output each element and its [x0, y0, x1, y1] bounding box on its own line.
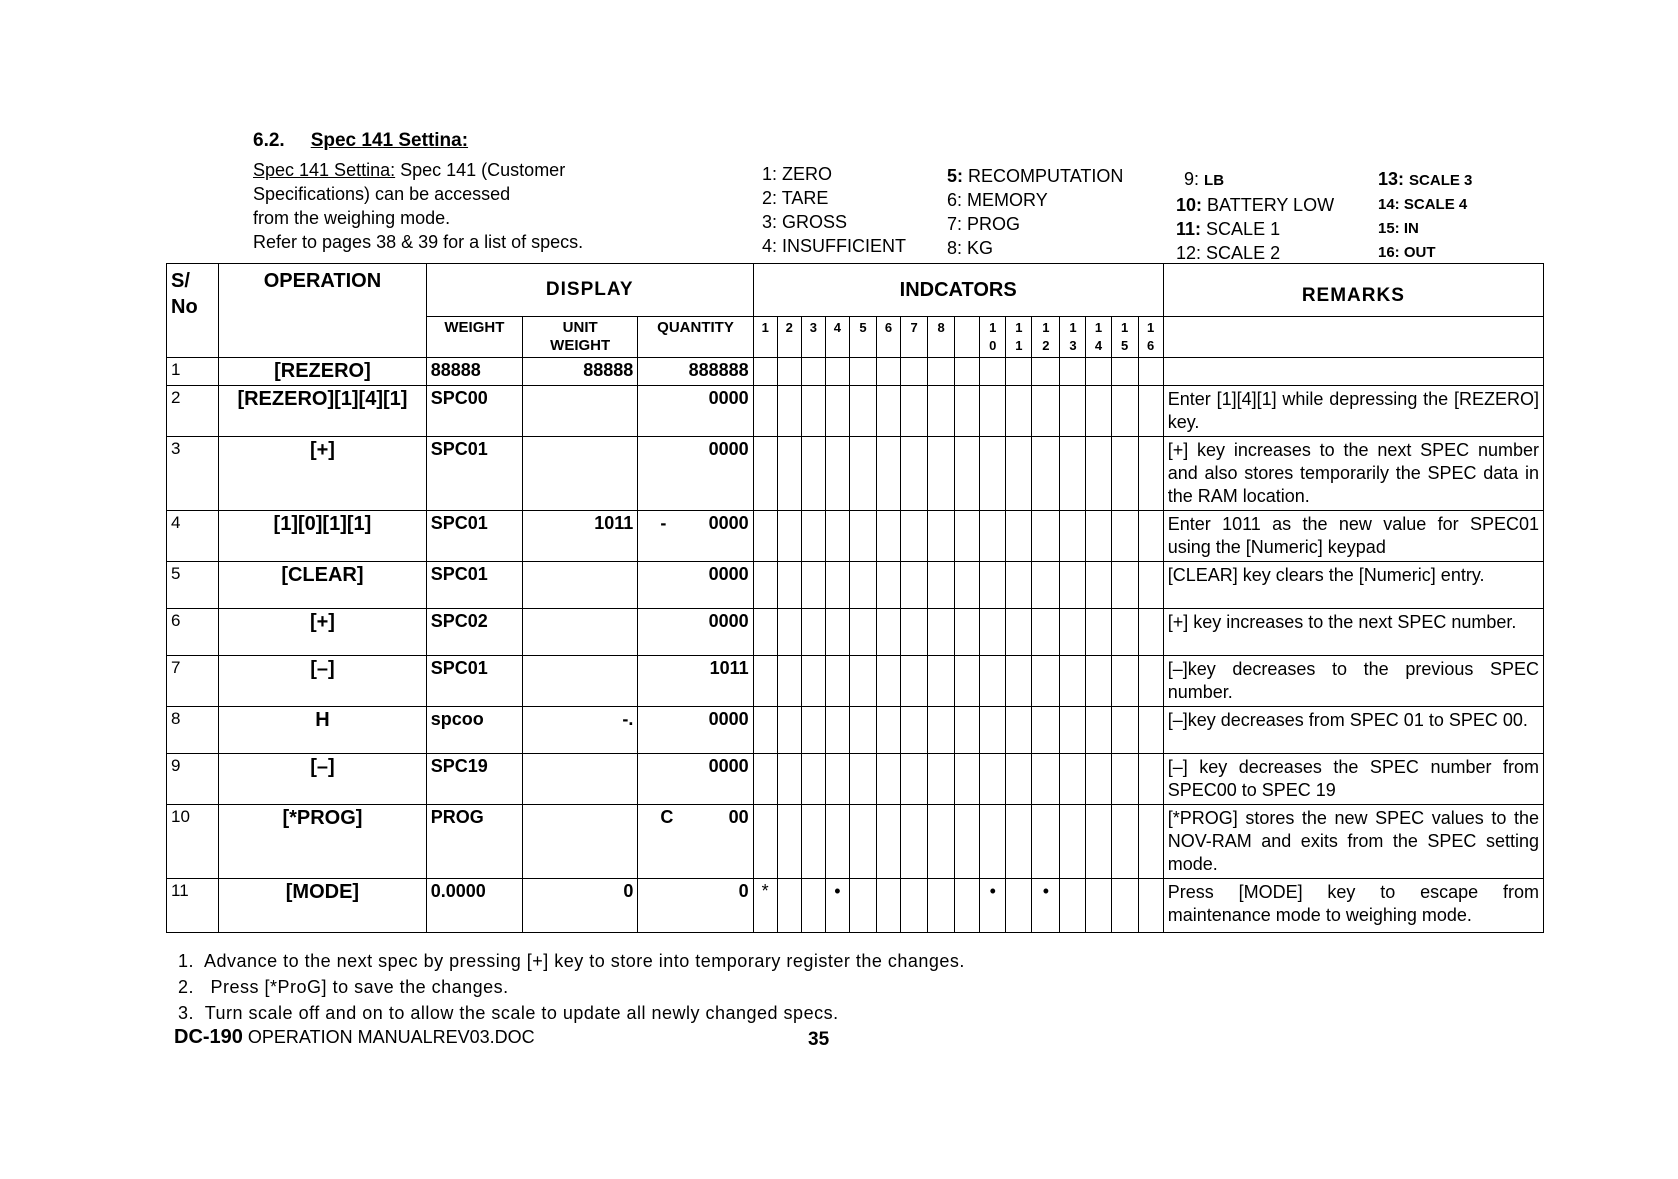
indicator-cell: [928, 358, 955, 386]
indicator-cell: [1006, 562, 1032, 609]
indicator-cell: [753, 707, 777, 754]
display-unit-weight: 1011: [523, 511, 638, 562]
indicator-cell: [1006, 386, 1032, 437]
indicator-number-header: 7: [901, 317, 928, 358]
row-number: 4: [167, 511, 219, 562]
indicator-cell: [1086, 805, 1111, 879]
indicator-cell: [1138, 879, 1163, 933]
indicator-cell: [980, 754, 1006, 805]
indicator-cell: [801, 879, 825, 933]
indicator-cell: [928, 437, 955, 511]
indicator-number-header: 1: [753, 317, 777, 358]
table-row: [167, 562, 1544, 609]
indicator-cell: [1086, 609, 1111, 656]
display-quantity: 0000: [638, 707, 753, 754]
indicator-cell: [777, 609, 801, 656]
indicator-cell: [1111, 358, 1138, 386]
indicator-cell: [1060, 754, 1086, 805]
indicator-cell: [1060, 562, 1086, 609]
section-number: 6.2.: [253, 130, 285, 151]
indicator-cell: [825, 437, 849, 511]
display-unit-weight: 0: [523, 879, 638, 933]
indicator-cell: [1111, 562, 1138, 609]
row-number: 5: [167, 562, 219, 609]
row-number: 6: [167, 609, 219, 656]
indicator-cell: [928, 562, 955, 609]
indicator-cell: [876, 386, 900, 437]
indicator-cell: [1006, 707, 1032, 754]
indicator-cell: [928, 707, 955, 754]
indicator-number-header: [955, 317, 980, 358]
display-unit-weight: 88888: [523, 358, 638, 386]
display-quantity: 0000: [638, 609, 753, 656]
indicator-cell: [1138, 437, 1163, 511]
indicator-cell: [1032, 656, 1060, 707]
spec-settings-table: [166, 263, 1544, 933]
indicator-number-header: 5: [849, 317, 876, 358]
indicator-cell: [928, 879, 955, 933]
indicator-cell: [825, 386, 849, 437]
indicator-cell: [1032, 386, 1060, 437]
display-weight: 88888: [426, 358, 522, 386]
indicator-cell: [1111, 609, 1138, 656]
indicator-cell: [901, 805, 928, 879]
indicator-cell: [1060, 656, 1086, 707]
indicator-cell: [849, 754, 876, 805]
row-number: 2: [167, 386, 219, 437]
indicator-cell: [901, 562, 928, 609]
indicator-cell: [1060, 386, 1086, 437]
row-number: 7: [167, 656, 219, 707]
indicator-cell: [801, 656, 825, 707]
indicator-cell: [901, 656, 928, 707]
table-row: [167, 609, 1544, 656]
remarks-cell: [–] key decreases the SPEC number from SPEC00 to SPEC 19: [1163, 754, 1543, 805]
indicator-cell: [849, 562, 876, 609]
indicator-cell: [825, 562, 849, 609]
quantity-header: QUANTITY: [638, 317, 753, 358]
display-unit-weight: [523, 656, 638, 707]
indicator-cell: [1006, 879, 1032, 933]
indicator-cell: [901, 707, 928, 754]
intro-line4: Refer to pages 38 & 39 for a list of specs.: [253, 232, 584, 252]
table-row: [167, 358, 1544, 386]
remarks-cell: [–]key decreases from SPEC 01 to SPEC 00.: [1163, 707, 1543, 754]
row-number: 9: [167, 754, 219, 805]
display-quantity: 0000: [638, 437, 753, 511]
operation-key: [+]: [219, 437, 427, 511]
operation-key: [+]: [219, 609, 427, 656]
indicator-cell: [955, 609, 980, 656]
indicator-cell: [777, 358, 801, 386]
display-weight: SPC01: [426, 656, 522, 707]
indicator-cell: [928, 805, 955, 879]
indicator-cell: [876, 358, 900, 386]
indicator-cell: [1060, 609, 1086, 656]
indicator-cell: [1138, 754, 1163, 805]
indicator-cell: [1086, 707, 1111, 754]
intro-lead: Spec 141 Settina:: [253, 160, 396, 180]
indicator-cell: [1111, 437, 1138, 511]
operation-key: [1][0][1][1]: [219, 511, 427, 562]
indicator-cell: [980, 562, 1006, 609]
indicator-cell: [777, 707, 801, 754]
indicator-cell: [825, 609, 849, 656]
row-number: 8: [167, 707, 219, 754]
indicator-cell: [955, 562, 980, 609]
indicator-cell: [753, 386, 777, 437]
display-weight: SPC01: [426, 562, 522, 609]
indicator-number-header: 1 3: [1060, 317, 1086, 358]
display-header: DISPLAY: [426, 264, 753, 317]
indicator-cell: [1111, 386, 1138, 437]
indicator-cell: [1138, 707, 1163, 754]
note-3: 3. Turn scale off and on to allow the scale to update all newly changed specs.: [178, 1003, 839, 1023]
indicator-cell: [955, 386, 980, 437]
indicator-cell: [849, 386, 876, 437]
indicator-cell: [801, 562, 825, 609]
indicator-cell: [928, 609, 955, 656]
table-row: [167, 805, 1544, 879]
operation-key: [REZERO]: [219, 358, 427, 386]
row-number: 10: [167, 805, 219, 879]
indicator-cell: [1060, 707, 1086, 754]
indicator-cell: [1111, 805, 1138, 879]
indicator-cell: [928, 511, 955, 562]
indicator-cell: [876, 707, 900, 754]
indicator-cell: [980, 609, 1006, 656]
indicator-cell: [955, 805, 980, 879]
indicator-cell: [955, 437, 980, 511]
indicator-cell: [876, 562, 900, 609]
indicator-cell: [901, 754, 928, 805]
indicator-cell: [1138, 805, 1163, 879]
display-weight: 0.0000: [426, 879, 522, 933]
indicator-cell: [753, 805, 777, 879]
indicator-cell: [876, 609, 900, 656]
indicator-cell: *: [753, 879, 777, 933]
remarks-cell: [–]key decreases to the previous SPEC number.: [1163, 656, 1543, 707]
indicator-cell: [801, 609, 825, 656]
remarks-cell: [+] key increases to the next SPEC number and also stores temporarily the SPEC data in the RAM location.: [1163, 437, 1543, 511]
sno-header: S/ No: [167, 264, 219, 358]
indicator-cell: [876, 805, 900, 879]
indicator-number-header: 1 6: [1138, 317, 1163, 358]
indicator-cell: [1086, 562, 1111, 609]
indicator-number-header: 1 4: [1086, 317, 1111, 358]
table-row: [167, 656, 1544, 707]
remarks-subheader: [1163, 317, 1543, 358]
indicator-cell: [876, 879, 900, 933]
footer-docname: DC-190 OPERATION MANUALREV03.DOC: [174, 1026, 535, 1048]
indicator-cell: [901, 358, 928, 386]
indicator-number-header: 1 0: [980, 317, 1006, 358]
remarks-cell: [CLEAR] key clears the [Numeric] entry.: [1163, 562, 1543, 609]
indicator-cell: [753, 511, 777, 562]
indicator-cell: [849, 805, 876, 879]
operation-key: [–]: [219, 656, 427, 707]
indicator-cell: [777, 386, 801, 437]
page-number: 35: [808, 1029, 830, 1050]
indicator-cell: [801, 707, 825, 754]
indicator-cell: [849, 879, 876, 933]
intro-paragraph: [253, 158, 583, 254]
table-row: [167, 511, 1544, 562]
indicator-cell: [1086, 386, 1111, 437]
indicator-cell: [876, 437, 900, 511]
display-unit-weight: [523, 562, 638, 609]
indicator-cell: [1006, 656, 1032, 707]
indicator-cell: [1006, 754, 1032, 805]
indicator-cell: •: [825, 879, 849, 933]
indicator-cell: [1111, 707, 1138, 754]
section-title: Spec 141 Settina:: [310, 130, 469, 151]
display-weight: SPC02: [426, 609, 522, 656]
indicator-cell: [1032, 437, 1060, 511]
indicator-cell: [928, 656, 955, 707]
display-weight: SPC01: [426, 437, 522, 511]
indicator-cell: [1138, 511, 1163, 562]
indicator-cell: [801, 358, 825, 386]
table-row: [167, 707, 1544, 754]
indicator-cell: [1032, 805, 1060, 879]
display-quantity: - 0000: [638, 511, 753, 562]
indicator-cell: [1111, 656, 1138, 707]
operation-key: [–]: [219, 754, 427, 805]
indicator-cell: [1086, 511, 1111, 562]
display-quantity: 0000: [638, 562, 753, 609]
indicator-cell: [849, 358, 876, 386]
weight-header: WEIGHT: [426, 317, 522, 358]
legend-col4: 13: SCALE 3 14: SCALE 4 15: IN 16: OUT: [1378, 169, 1473, 261]
indicator-cell: •: [980, 879, 1006, 933]
indicator-cell: [1060, 511, 1086, 562]
display-quantity: 0000: [638, 386, 753, 437]
indicator-cell: [1032, 562, 1060, 609]
indicator-cell: [825, 754, 849, 805]
indicator-cell: [1060, 879, 1086, 933]
indicator-cell: [753, 656, 777, 707]
display-unit-weight: [523, 754, 638, 805]
indicator-cell: [1138, 386, 1163, 437]
indicator-cell: [777, 805, 801, 879]
operation-key: [MODE]: [219, 879, 427, 933]
indicator-cell: [801, 805, 825, 879]
legend-col1: 1: ZERO 2: TARE 3: GROSS 4: INSUFFICIENT: [762, 164, 907, 256]
note-1: 1. Advance to the next spec by pressing [+] key to store into temporary register the changes.: [178, 951, 965, 971]
indicator-cell: [901, 511, 928, 562]
display-weight: SPC00: [426, 386, 522, 437]
indicator-cell: [980, 511, 1006, 562]
indicator-cell: [1006, 805, 1032, 879]
indicator-cell: [849, 707, 876, 754]
display-quantity: C 00: [638, 805, 753, 879]
indicator-cell: [1086, 437, 1111, 511]
indicator-cell: [777, 437, 801, 511]
display-quantity: 888888: [638, 358, 753, 386]
display-unit-weight: [523, 609, 638, 656]
indicator-cell: [777, 562, 801, 609]
legend-col2: 5: RECOMPUTATION 6: MEMORY 7: PROG 8: KG: [947, 166, 1124, 258]
display-weight: PROG: [426, 805, 522, 879]
indicator-cell: [849, 656, 876, 707]
indicator-number-header: 1 2: [1032, 317, 1060, 358]
indicator-cell: [1006, 511, 1032, 562]
indicator-cell: [1006, 609, 1032, 656]
operation-key: [*PROG]: [219, 805, 427, 879]
indicator-cell: [777, 754, 801, 805]
operation-key: H: [219, 707, 427, 754]
indicator-number-header: 4: [825, 317, 849, 358]
remarks-cell: Enter 1011 as the new value for SPEC01 using the [Numeric] keypad: [1163, 511, 1543, 562]
indicator-cell: [955, 707, 980, 754]
indicator-cell: [955, 358, 980, 386]
indicator-cell: [753, 358, 777, 386]
remarks-header: REMARKS: [1163, 264, 1543, 317]
indicator-cell: [1138, 358, 1163, 386]
indicator-cell: [753, 754, 777, 805]
indicator-cell: [1086, 358, 1111, 386]
indicator-cell: [825, 707, 849, 754]
indicator-cell: [901, 437, 928, 511]
indicator-cell: [801, 437, 825, 511]
row-number: 11: [167, 879, 219, 933]
remarks-cell: Press [MODE] key to escape from maintenance mode to weighing mode.: [1163, 879, 1543, 933]
intro-line2: Specifications) can be accessed: [253, 184, 511, 204]
indicator-cell: [901, 386, 928, 437]
indicator-cell: [980, 437, 1006, 511]
display-weight: SPC01: [426, 511, 522, 562]
indicator-cell: [1032, 609, 1060, 656]
indicator-cell: [980, 805, 1006, 879]
indicator-cell: [955, 879, 980, 933]
display-unit-weight: [523, 386, 638, 437]
indicator-cell: [849, 609, 876, 656]
display-weight: SPC19: [426, 754, 522, 805]
indicator-number-header: 8: [928, 317, 955, 358]
indicator-number-header: 3: [801, 317, 825, 358]
indicator-cell: [901, 879, 928, 933]
indicator-cell: [980, 656, 1006, 707]
indicator-cell: [777, 879, 801, 933]
indicator-cell: [876, 656, 900, 707]
display-weight: spcoo: [426, 707, 522, 754]
operation-key: [REZERO][1][4][1]: [219, 386, 427, 437]
indicator-cell: [1086, 754, 1111, 805]
display-quantity: 0: [638, 879, 753, 933]
indicator-cell: [980, 386, 1006, 437]
indicator-number-header: 1 1: [1006, 317, 1032, 358]
display-unit-weight: -.: [523, 707, 638, 754]
indicator-cell: [955, 656, 980, 707]
table-row: [167, 754, 1544, 805]
indicator-number-header: 6: [876, 317, 900, 358]
notes-list: [178, 948, 965, 1026]
indicator-cell: [825, 805, 849, 879]
indicator-cell: [876, 754, 900, 805]
indicator-cell: [1006, 358, 1032, 386]
remarks-cell: [*PROG] stores the new SPEC values to the NOV-RAM and exits from the SPEC setting mode.: [1163, 805, 1543, 879]
indicator-cell: [980, 707, 1006, 754]
unit-weight-header: UNIT WEIGHT: [523, 317, 638, 358]
indicator-cell: [955, 511, 980, 562]
indicator-cell: [801, 511, 825, 562]
indicator-cell: •: [1032, 879, 1060, 933]
indicator-cell: [825, 511, 849, 562]
indicator-cell: [825, 656, 849, 707]
indicator-cell: [849, 437, 876, 511]
display-quantity: 1011: [638, 656, 753, 707]
indicator-cell: [1111, 879, 1138, 933]
table-row: [167, 386, 1544, 437]
section-heading: [253, 130, 468, 152]
indicator-cell: [801, 754, 825, 805]
indicator-cell: [1086, 656, 1111, 707]
indicator-cell: [1111, 754, 1138, 805]
indicator-cell: [1060, 358, 1086, 386]
indicator-cell: [825, 358, 849, 386]
indicator-cell: [901, 609, 928, 656]
indicator-cell: [955, 754, 980, 805]
indicator-cell: [876, 511, 900, 562]
indicator-cell: [849, 511, 876, 562]
indicator-cell: [777, 511, 801, 562]
operation-key: [CLEAR]: [219, 562, 427, 609]
remarks-cell: Enter [1][4][1] while depressing the [REZERO] key.: [1163, 386, 1543, 437]
indicator-number-header: 1 5: [1111, 317, 1138, 358]
indicator-cell: [980, 358, 1006, 386]
display-unit-weight: [523, 437, 638, 511]
display-quantity: 0000: [638, 754, 753, 805]
row-number: 1: [167, 358, 219, 386]
note-2: 2. Press [*ProG] to save the changes.: [178, 977, 509, 997]
indicator-cell: [777, 656, 801, 707]
indicator-cell: [1138, 609, 1163, 656]
indicator-cell: [1086, 879, 1111, 933]
table-row: [167, 437, 1544, 511]
indicator-cell: [1138, 656, 1163, 707]
indicator-cell: [753, 609, 777, 656]
indicator-cell: [1006, 437, 1032, 511]
table-row: [167, 879, 1544, 933]
remarks-cell: [+] key increases to the next SPEC number.: [1163, 609, 1543, 656]
indicator-cell: [1060, 437, 1086, 511]
indicator-cell: [753, 562, 777, 609]
remarks-cell: [1163, 358, 1543, 386]
intro-line1: Spec 141 (Customer: [395, 160, 566, 180]
indicator-cell: [1032, 754, 1060, 805]
display-unit-weight: [523, 805, 638, 879]
indicator-cell: [801, 386, 825, 437]
indicator-cell: [928, 386, 955, 437]
indicators-header: INDCATORS: [753, 264, 1163, 317]
indicator-cell: [1032, 707, 1060, 754]
indicator-cell: [1060, 805, 1086, 879]
intro-line3: from the weighing mode.: [253, 208, 451, 228]
indicator-cell: [753, 437, 777, 511]
indicator-cell: [1111, 511, 1138, 562]
indicator-cell: [1032, 511, 1060, 562]
legend-col3: 9: LB 10: BATTERY LOW 11: SCALE 1 12: SCALE 2: [1176, 169, 1335, 263]
operation-header: OPERATION: [219, 264, 427, 358]
indicator-number-header: 2: [777, 317, 801, 358]
indicator-cell: [1138, 562, 1163, 609]
indicator-cell: [928, 754, 955, 805]
indicator-cell: [1032, 358, 1060, 386]
row-number: 3: [167, 437, 219, 511]
